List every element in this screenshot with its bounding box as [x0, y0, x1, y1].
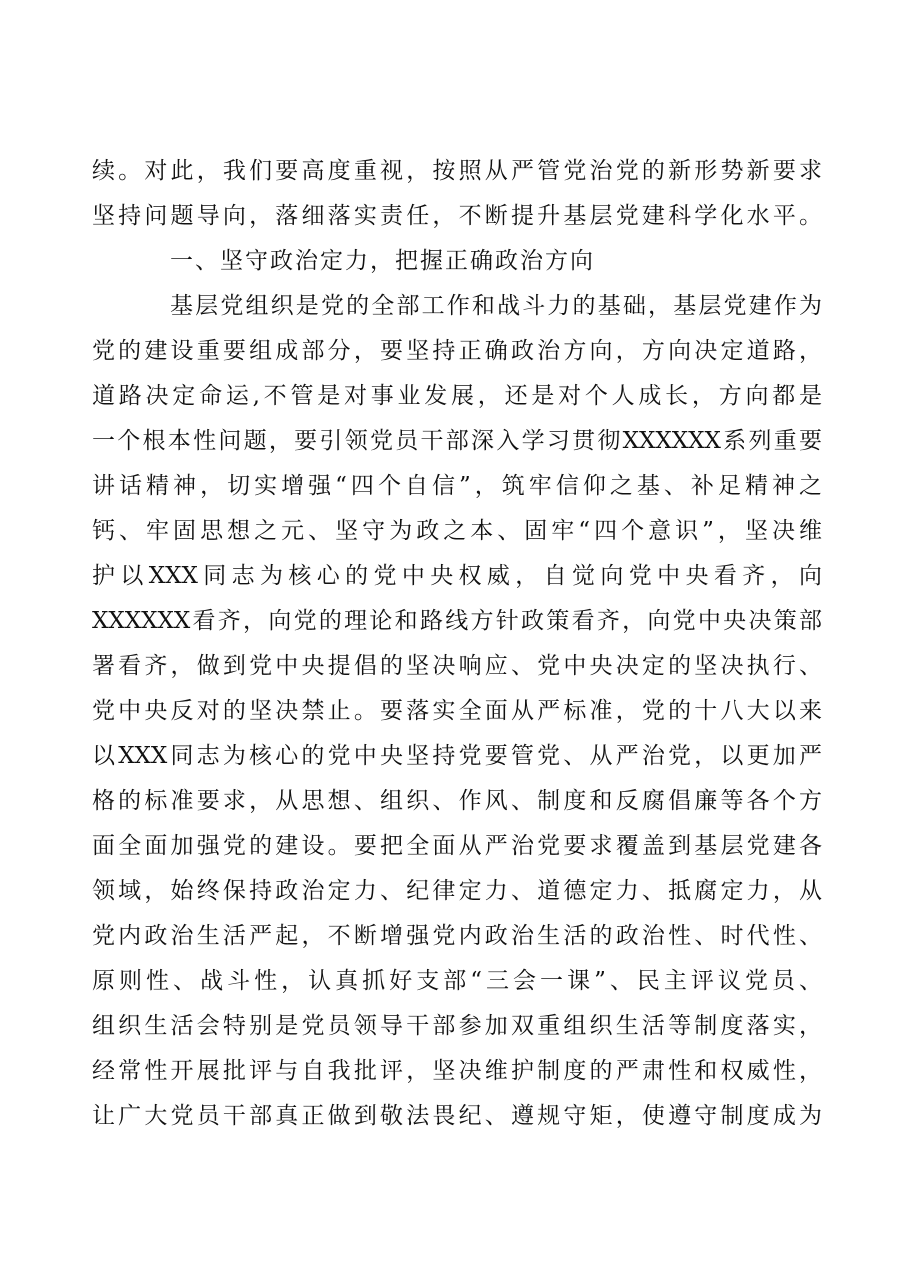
section-heading: 一、坚守政治定力，把握正确政治方向 [170, 248, 595, 274]
text-line: 坚持问题导向，落细落实责任，不断提升基层党建科学化水平。 [92, 203, 822, 229]
text-line: 道路决定命运,不管是对事业发展，还是对个人成长，方向都是 [92, 383, 822, 409]
text-line: XXXXXX看齐，向党的理论和路线方针政策看齐，向党中央决策部 [92, 608, 822, 634]
text-line: 续。对此，我们要高度重视，按照从严管党治党的新形势新要求 [92, 158, 822, 184]
text-line: 党内政治生活严起，不断增强党内政治生活的政治性、时代性、 [92, 923, 822, 949]
text-line: 领域，始终保持政治定力、纪律定力、道德定力、抵腐定力，从 [92, 878, 822, 904]
text-line: 钙、牢固思想之元、坚守为政之本、固牢“四个意识”，坚决维 [92, 518, 822, 544]
text-line: 一个根本性问题，要引领党员干部深入学习贯彻XXXXXX系列重要 [92, 428, 822, 454]
text-line: 讲话精神，切实增强“四个自信”，筑牢信仰之基、补足精神之 [92, 473, 822, 499]
text-line: 以XXX同志为核心的党中央坚持党要管党、从严治党，以更加严 [92, 743, 822, 769]
text-line: 护以XXX同志为核心的党中央权威，自觉向党中央看齐，向 [92, 563, 822, 589]
text-line: 格的标准要求，从思想、组织、作风、制度和反腐倡廉等各个方 [92, 788, 822, 814]
text-line: 原则性、战斗性，认真抓好支部“三会一课”、民主评议党员、 [92, 968, 822, 994]
text-line: 经常性开展批评与自我批评，坚决维护制度的严肃性和权威性， [92, 1058, 822, 1084]
text-line: 面全面加强党的建设。要把全面从严治党要求覆盖到基层党建各 [92, 833, 822, 859]
text-line: 让广大党员干部真正做到敬法畏纪、遵规守矩，使遵守制度成为 [92, 1103, 822, 1129]
text-line: 党中央反对的坚决禁止。要落实全面从严标准，党的十八大以来 [92, 698, 822, 724]
text-line: 党的建设重要组成部分，要坚持正确政治方向，方向决定道路， [92, 338, 822, 364]
paragraph-first-line: 基层党组织是党的全部工作和战斗力的基础，基层党建作为 [170, 293, 822, 319]
text-line: 组织生活会特别是党员领导干部参加双重组织生活等制度落实， [92, 1013, 822, 1039]
text-line: 署看齐，做到党中央提倡的坚决响应、党中央决定的坚决执行、 [92, 653, 822, 679]
